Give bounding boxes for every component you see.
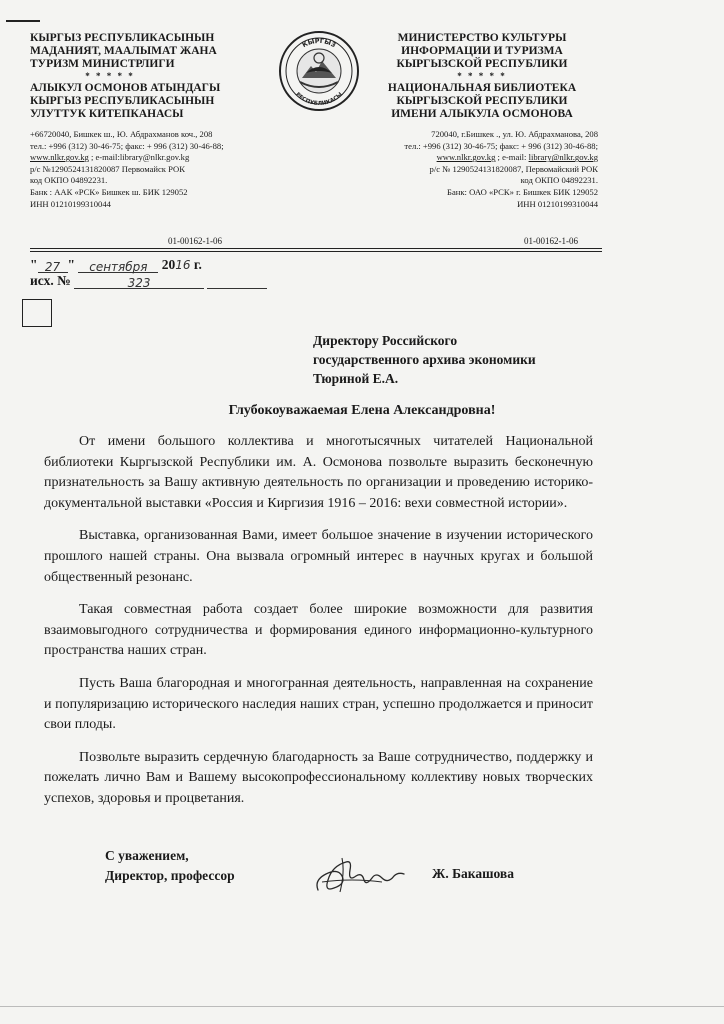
signer-name: Ж. Бакашова [432, 866, 514, 881]
closing-position: Директор, профессор [105, 868, 235, 883]
header-right-contacts [366, 129, 598, 210]
body-paragraph: Выставка, организованная Вами, имеет большое значение в изучении исторического прошлого нашей страны. Она вызвала огромный интерес в научных кругах и большой общественный резонанс. [44, 528, 593, 585]
outgoing-number-field [74, 275, 204, 289]
contact-web-line [366, 152, 598, 164]
registration-number-left: 01-00162-1-06 [168, 236, 222, 246]
header-left-line: КЫРГЫЗ РЕСПУБЛИКАСЫНЫН [30, 95, 215, 107]
contact-line: Банк: ОАО «РСК» г. Бишкек БИК 129052 [447, 186, 598, 197]
contact-line: ИНН 01210199310044 [517, 198, 598, 209]
svg-text:КЫРГЫЗ [301, 37, 338, 50]
email-link[interactable]: library@nlkr.gov.kg [528, 152, 598, 163]
date-year-suffix: 16 [175, 258, 191, 272]
header-left-stars: * * * * * [85, 71, 135, 81]
contact-line: р/с № 1290524131820087, Первомайский РОК [429, 163, 598, 174]
outgoing-number-line [30, 273, 267, 289]
email-text: ; e-mail:library@nlkr.gov.kg [88, 152, 190, 163]
letter-body [44, 432, 593, 822]
contact-line: код ОКПО 04892231. [520, 175, 598, 186]
header-left-line: УЛУТТУК КИТЕПКАНАСЫ [30, 108, 184, 120]
corner-mark [6, 20, 40, 22]
contact-line: ИНН 01210199310044 [30, 198, 111, 209]
header-left-line: ТУРИЗМ МИНИСТРЛИГИ [30, 58, 175, 70]
body-paragraph: Позвольте выразить сердечную благодарность за Ваше сотрудничество, поддержку и пожелать лично Вам и Вашему высокопрофессиональному коллективу новых творческих успехов, здоровья и процветания. [44, 749, 593, 806]
header-right-line: ИМЕНИ АЛЫКУЛА ОСМОНОВА [391, 108, 573, 120]
date-line [30, 257, 202, 273]
header-right-ministry [366, 32, 598, 71]
contact-line: +66720040, Бишкек ш., Ю. Абдрахманов коч., 208 [30, 129, 213, 139]
header-left-line: МАДАНИЯТ, МААЛЫМАТ ЖАНА [30, 45, 217, 57]
emblem-text-bottom: РЕСПУБЛИКАСЫ [294, 91, 344, 108]
page-bottom-edge [0, 1006, 724, 1007]
contact-line: тел.: +996 (312) 30-46-75; факс: + 996 (312) 30-46-88; [404, 140, 598, 151]
quote-open: " [30, 257, 38, 272]
contact-line: тел.: +996 (312) 30-46-75; факс: + 996 (312) 30-46-88; [30, 140, 224, 151]
body-paragraph: От имени большого коллектива и многотысячных читателей Национальной библиотеки Кыргызской Республики им. А. Осмонова позвольте выразить бесконечную признательность за Вашу активную деятельность по организации и проведению историко-документальной выставки «Россия и Киргизия 1916 – 2016: вехи совместной истории». [44, 434, 593, 511]
header-right-line: КЫРГЫЗСКОЙ РЕСПУБЛИКИ [396, 58, 568, 70]
header-right-line: МИНИСТЕРСТВО КУЛЬТУРЫ [397, 32, 567, 44]
contact-line: код ОКПО 04892231. [30, 175, 108, 186]
website-link[interactable]: www.nlkr.gov.kg [30, 152, 89, 163]
outgoing-number-underline [207, 275, 267, 289]
header-right-library [366, 82, 598, 121]
date-day-field [38, 259, 68, 273]
header-left-library [30, 82, 280, 121]
header-left-contacts [30, 129, 280, 210]
header-left-line: АЛЫКУЛ ОСМОНОВ АТЫНДАГЫ [30, 82, 221, 94]
salutation: Глубокоуважаемая Елена Александровна! [228, 403, 496, 418]
website-link[interactable]: www.nlkr.gov.kg [436, 152, 496, 163]
date-year-prefix: 20 [161, 257, 176, 272]
registration-number-right: 01-00162-1-06 [524, 236, 578, 246]
header-right-line: КЫРГЫЗСКОЙ РЕСПУБЛИКИ [396, 95, 568, 107]
body-paragraph: Пусть Ваша благородная и многогранная деятельность, направленная на сохранение и популяризацию исторического наследия наших стран, успешно продолжается и приносит свои плоды. [44, 675, 593, 733]
contact-line: Банк : ААК «РСК» Бишкек ш. БИК 129052 [30, 186, 188, 197]
date-month: сентября [89, 260, 148, 274]
quote-close: " [67, 257, 75, 272]
registration-box [22, 299, 52, 327]
contact-web-line [30, 152, 280, 164]
outgoing-label: исх. № [30, 273, 71, 288]
addressee-line: Директору Российского [313, 333, 458, 348]
contact-line: р/с №1290524131820087 Первомайск РОК [30, 163, 185, 174]
header-right-line: ИНФОРМАЦИИ И ТУРИЗМА [401, 45, 563, 57]
body-paragraph: Такая совместная работа создает более широкие возможности для развития взаимовыгодного сотрудничества и формирования единого информационно-культурного пространства наших стран. [44, 602, 593, 659]
contact-line: 720040, г.Бишкек ., ул. Ю. Абдрахманова, 208 [431, 129, 598, 139]
header-right-stars: * * * * * [457, 71, 507, 81]
header-left-ministry [30, 32, 280, 71]
addressee-line: государственного архива экономики [313, 352, 536, 367]
emblem-text-top: КЫРГЫЗ [300, 36, 338, 50]
date-month-field [78, 259, 158, 273]
header-divider-thin [30, 251, 602, 252]
header-left-line: КЫРГЫЗ РЕСПУБЛИКАСЫНЫН [30, 32, 215, 44]
header-left [30, 32, 280, 210]
header-divider [30, 248, 602, 249]
kyrgyz-state-emblem-icon [278, 30, 360, 112]
header-right-line: НАЦИОНАЛЬНАЯ БИБЛИОТЕКА [387, 82, 577, 94]
date-year-label: г. [193, 257, 202, 272]
handwritten-signature-icon [312, 852, 410, 902]
closing-regards: С уважением, [105, 848, 189, 863]
outgoing-number: 323 [127, 276, 151, 290]
svg-text:РЕСПУБЛИКАСЫ [294, 91, 344, 107]
email-label: ; e-mail: [495, 152, 529, 163]
header-right [366, 32, 598, 210]
addressee-block [313, 331, 536, 388]
date-day: 27 [44, 260, 61, 274]
addressee-line: Тюриной Е.А. [313, 371, 399, 386]
closing-block [105, 846, 235, 886]
